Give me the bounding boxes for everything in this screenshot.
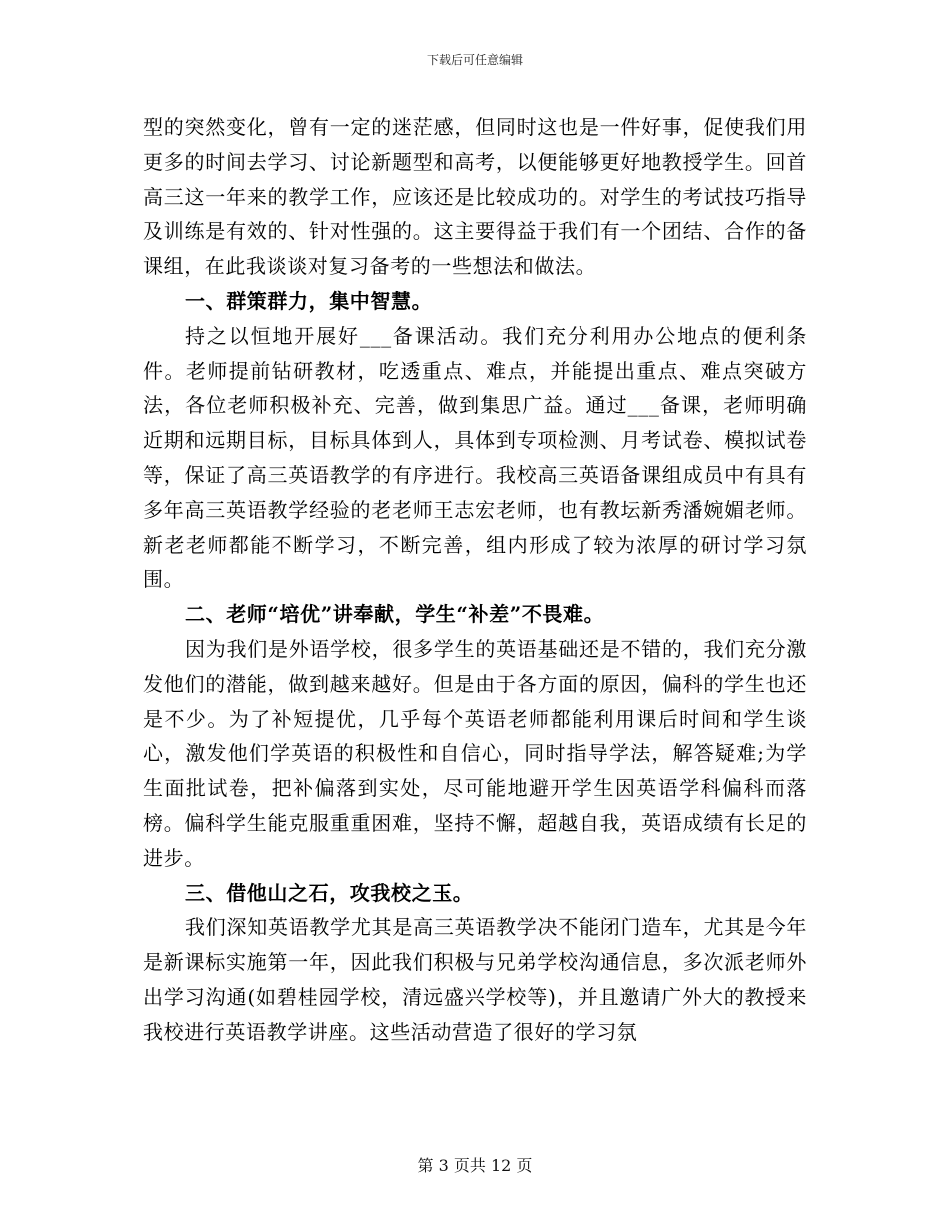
page-number: 第 3 页共 12 页 <box>417 1156 533 1175</box>
section-paragraph-2: 因为我们是外语学校，很多学生的英语基础还是不错的，我们充分激发他们的潜能，做到越来越好。但是由于各方面的原因，偏科的学生也还是不少。为了补短提优，几乎每个英语老师都能利用课后时间和学生谈心，激发他们学英语的积极性和自信心，同时指导学法，解答疑难;为学生面批试卷，把补偏落到实处，尽可能地避开学生因英语学科偏科而落榜。偏科学生能克服重重困难，坚持不懈，超越自我，英语成绩有长足的进步。 <box>143 636 807 870</box>
section-heading-3: 三、借他山之石，攻我校之玉。 <box>185 880 474 905</box>
document-body <box>143 110 807 1050</box>
section-paragraph-1: 持之以恒地开展好___备课活动。我们充分利用办公地点的便利条件。老师提前钻研教材，吃透重点、难点，并能提出重点、难点突破方法，各位老师积极补充、完善，做到集思广益。通过___备课，老师明确近期和远期目标，目标具体到人，具体到专项检测、月考试卷、模拟试卷等，保证了高三英语教学的有序进行。我校高三英语备课组成员中有具有多年高三英语教学经验的老老师王志宏老师，也有教坛新秀潘婉媚老师。新老老师都能不断学习，不断完善，组内形成了较为浓厚的研讨学习氛围。 <box>143 323 807 592</box>
intro-paragraph: 型的突然变化，曾有一定的迷茫感，但同时这也是一件好事，促使我们用更多的时间去学习、讨论新题型和高考，以便能够更好地教授学生。回首高三这一年来的教学工作，应该还是比较成功的。对学生的考试技巧指导及训练是有效的、针对性强的。这主要得益于我们有一个团结、合作的备课组，在此我谈谈对复习备考的一些想法和做法。 <box>143 115 807 279</box>
page-header-note: 下载后可任意编辑 <box>426 53 523 67</box>
section-paragraph-3: 我们深知英语教学尤其是高三英语教学决不能闭门造车，尤其是今年是新课标实施第一年，因此我们积极与兄弟学校沟通信息，多次派老师外出学习沟通(如碧桂园学校，清远盛兴学校等)，并且邀请广外大的教授来我校进行英语教学讲座。这些活动营造了很好的学习氛 <box>143 915 807 1044</box>
section-heading-1: 一、群策群力，集中智慧。 <box>185 288 433 313</box>
section-heading-2: 二、老师“培优”讲奉献，学生“补差”不畏难。 <box>185 602 605 627</box>
